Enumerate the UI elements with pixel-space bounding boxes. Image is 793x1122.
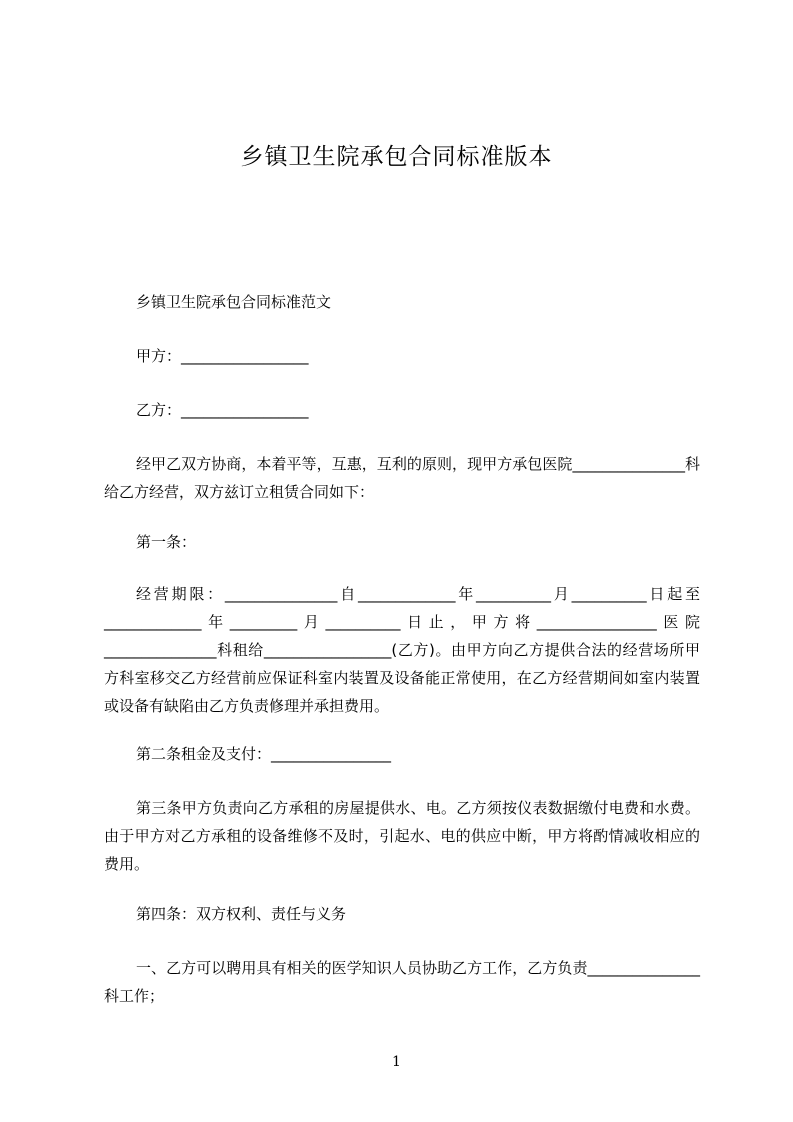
article-1-heading: 第一条： xyxy=(136,533,197,551)
article-4-item-1: 一、乙方可以聘用具有相关的医学知识人员协助乙方工作，乙方负责_______________科工作； xyxy=(104,959,700,1005)
intro-paragraph: 经甲乙双方协商，本着平等，互惠，互利的原则，现甲方承包医院_______________科给乙方经营，双方兹订立租赁合同如下： xyxy=(104,455,700,501)
article-2: 第二条租金及支付：________________ xyxy=(136,745,392,763)
page-number: 1 xyxy=(392,1054,401,1070)
document-title: 乡镇卫生院承包合同标准版本 xyxy=(240,144,553,170)
party-b-line: 乙方：_________________ xyxy=(136,401,309,419)
article-1-body: 经营期限：_______________自_____________年__________月__________日起至_____________年_________月__________日止，甲方将________________医院_______________科租给_________________(乙方)。由甲方向乙方提供合法的经营场所甲方科室移交乙方经营前应保证科室内装置及设备能正常使用，在乙方经营期间如室内装置或设备有缺陷由乙方负责修理并承担费用。 xyxy=(104,585,700,715)
article-4-heading: 第四条：双方权利、责任与义务 xyxy=(136,905,347,923)
article-3: 第三条甲方负责向乙方承租的房屋提供水、电。乙方须按仪表数据缴付电费和水费。由于甲方对乙方承租的设备维修不及时，引起水、电的供应中断，甲方将酌情减收相应的费用。 xyxy=(104,799,700,873)
document-subtitle: 乡镇卫生院承包合同标准范文 xyxy=(136,293,332,311)
party-a-line: 甲方：_________________ xyxy=(136,347,309,365)
